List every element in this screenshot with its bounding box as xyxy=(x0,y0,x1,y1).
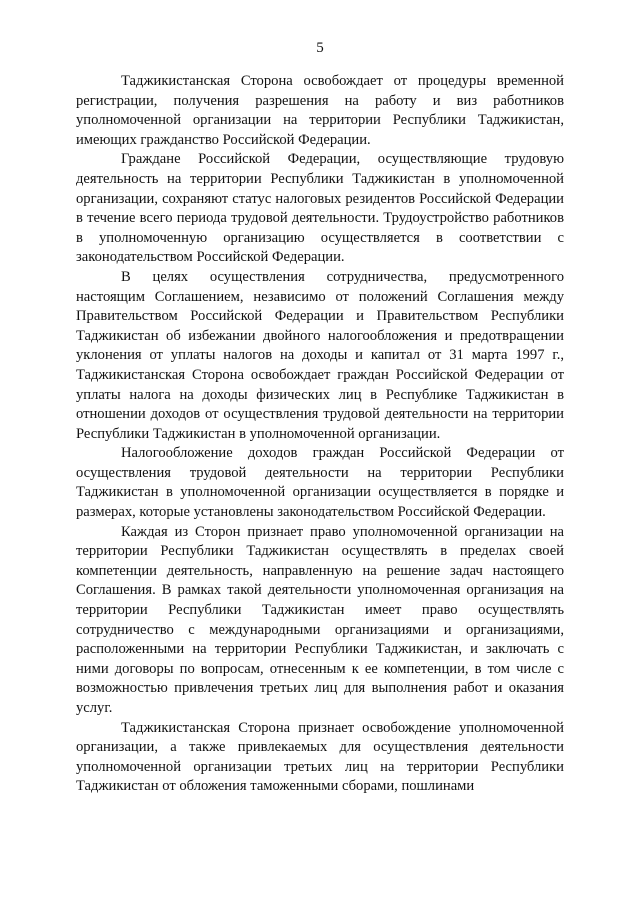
paragraph-customs-exemption: Таджикистанская Сторона признает освобождение уполномоченной организации, а также привлекаемых для осуществления деятельности уполномоченной организации третьих лиц на территории Республики Таджикистан от обложения таможенными сборами, пошлинами xyxy=(76,719,564,795)
paragraph-temporary-registration-exemption: Таджикистанская Сторона освобождает от процедуры временной регистрации, получения разрешения на работу и виз работников уполномоченной организации на территории Республики Таджикистан, имеющих гражданство Российской Федерации. xyxy=(76,73,564,148)
paragraph-tax-resident-status: Граждане Российской Федерации, осуществляющие трудовую деятельность на территории Республики Таджикистан в уполномоченной организации, сохраняют статус налоговых резидентов Российской Федерации в течение всего периода трудовой деятельности. Трудоустройство работников в уполномоченную организацию осуществляется в соответствии с законодательством Российской Федерации. xyxy=(76,151,564,266)
document-body xyxy=(76,72,564,797)
paragraph-income-tax-exemption: В целях осуществления сотрудничества, предусмотренного настоящим Соглашением, независимо от положений Соглашения между Правительством Российской Федерации и Правительством Республики Таджикистан об избежании двойного налогообложения и предотвращении уклонения от уплаты налогов на доходы и капитал от 31 марта 1997 г., Таджикистанская Сторона освобождает граждан Российской Федерации от уплаты налога на доходы физических лиц в Республике Таджикистан в отношении доходов от осуществления трудовой деятельности на территории Республики Таджикистан в уполномоченной организации. xyxy=(76,268,564,442)
paragraph-taxation-of-income: Налогообложение доходов граждан Российской Федерации от осуществления трудовой деятельности на территории Республики Таджикистан в уполномоченной организации осуществляется в порядке и размерах, которые установлены законодательством Российской Федерации. xyxy=(76,445,564,521)
paragraph-organization-rights: Каждая из Сторон признает право уполномоченной организации на территории Республики Таджикистан осуществлять в пределах своей компетенции деятельность, направленную на решение задач настоящего Соглашения. В рамках такой деятельности уполномоченная организация на территории Республики Таджикистан имеет право осуществлять сотрудничество с международными организациями и организациями, расположенными на территории Республики Таджикистан, и заключать с ними договоры по вопросам, отнесенным к ее компетенции, в том числе с возможностью привлечения третьих лиц для выполнения работ и оказания услуг. xyxy=(76,523,564,716)
page-number: 5 xyxy=(316,40,324,56)
